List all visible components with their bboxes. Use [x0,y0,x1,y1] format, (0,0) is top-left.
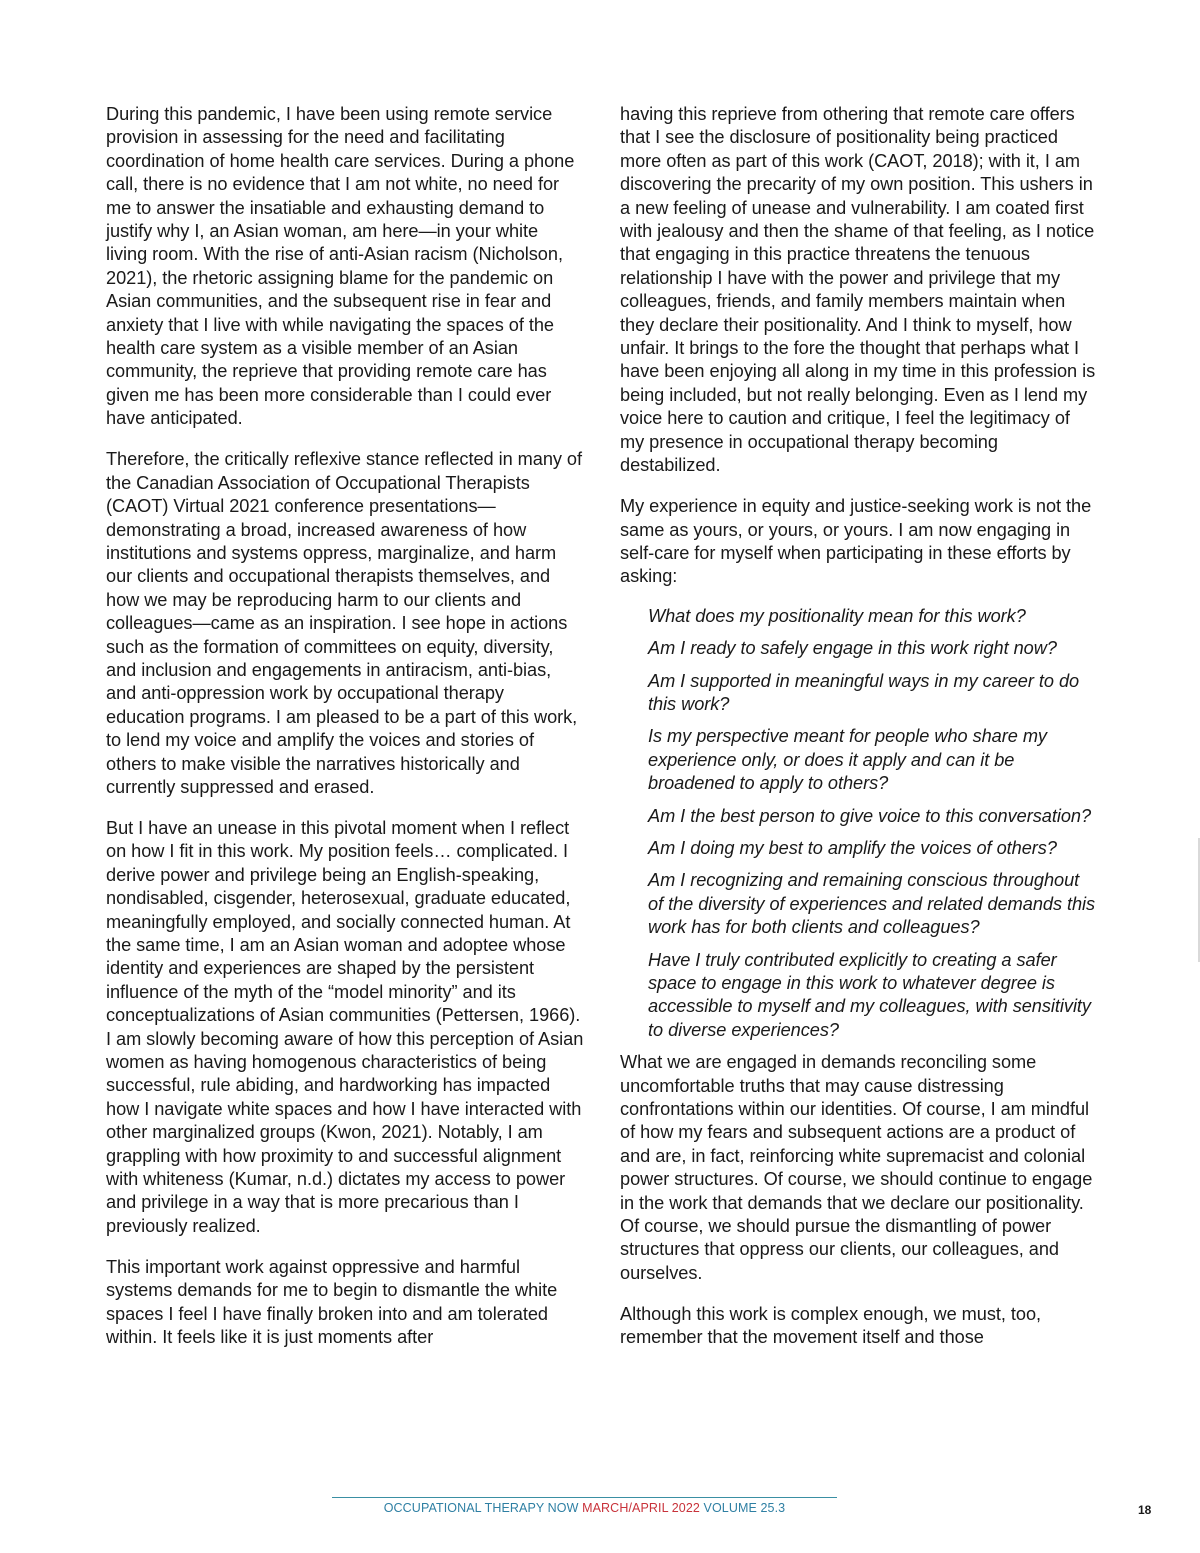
body-paragraph: Although this work is complex enough, we must, too, remember that the movement itself and those [620,1303,1042,1348]
reflection-question: Is my perspective meant for people who share my experience only, or does it apply and can it be broadened to apply to others? [648,726,1047,794]
body-paragraph: But I have an unease in this pivotal moment when I reflect on how I fit in this work. My position feels… complicated. I derive power and privilege being an English-speaking, nondisabled, cisgender, heterosexual, graduate educated, meaningfully employed, and socially connected human. At the same time, I am an Asian woman and adoptee whose identity and experiences are shaped by the persistent influence of the myth of the “model minority” and its conceptualizations of Asian communities (Pettersen, 1966). I am slowly becoming aware of how this perception of Asian women as having homogenous characteristics of being successful, rule abiding, and hardworking has impacted how I navigate white spaces and how I have interacted with other marginalized groups (Kwon, 2021). Notably, I am grappling with how proximity to and successful alignment with whiteness (Kumar, n.d.) dictates my access to power and privilege in a way that is more precarious than I previously realized. [106,817,584,1236]
body-paragraph: Therefore, the critically reflexive stance reflected in many of the Canadian Association of Occupational Therapists (CAOT) Virtual 2021 conference presentations—demonstrating a broad, increased awareness of how institutions and systems oppress, marginalize, and harm our clients and occupational therapists themselves, and how we may be reproducing harm to our clients and colleagues—came as an inspiration. I see hope in actions such as the formation of committees on equity, diversity, and inclusion and engagements in antiracism, anti-bias, and anti-oppression work by occupational therapy education programs. I am pleased to be a part of this work, to lend my voice and amplify the voices and stories of others to make visible the narratives historically and currently suppressed and erased. [106,449,582,797]
body-paragraph: having this reprieve from othering that remote care offers that I see the disclosure of positionality being practiced more often as part of this work (CAOT, 2018); with it, I am discovering the precarity of my own position. This ushers in a new feeling of unease and vulnerability. I am coated first with jealousy and then the shame of that feeling, as I notice that engaging in this practice threatens the tenuous relationship I have with the power and privilege that my colleagues, friends, and family members maintain when they declare their positionality. And I think to myself, how unfair. It brings to the fore the thought that perhaps what I have been enjoying all along in my time in this profession is being included, but not really belonging. Even as I lend my voice here to caution and critique, I feel the legitimacy of my presence in occupational therapy becoming destabilized. [620,104,1096,476]
reflection-question: Am I ready to safely engage in this work right now? [648,638,1057,659]
footer-rule [332,1497,837,1498]
footer-journal-name: OCCUPATIONAL THERAPY NOW [383,1501,579,1515]
reflection-question: Am I the best person to give voice to this conversation? [648,805,1092,826]
footer-issue-date: MARCH/APRIL 2022 [582,1501,700,1515]
footer-running-head [332,1501,837,1515]
body-paragraph: What we are engaged in demands reconciling some uncomfortable truths that may cause distressing confrontations within our identities. Of course, I am mindful of how my fears and subsequent actions are a product of and are, in fact, reinforcing white supremacist and colonial power structures. Of course, we should continue to engage in the work that demands that we declare our positionality. Of course, we should pursue the dismantling of power structures that oppress our clients, our colleagues, and ourselves. [620,1052,1093,1283]
reflection-question: Am I supported in meaningful ways in my career to do this work? [648,670,1080,714]
reflection-question: Am I recognizing and remaining conscious throughout of the diversity of experiences and related demands this work has for both clients and colleagues? [648,870,1096,938]
left-column [106,103,584,1350]
right-column [620,103,1098,1350]
page-number: 18 [1138,1503,1152,1517]
reflection-question: Am I doing my best to amplify the voices of others? [648,837,1057,858]
reflection-question: Have I truly contributed explicitly to creating a safer space to engage in this work to whatever degree is accessible to myself and my colleagues, with sensitivity to diverse experiences? [648,949,1091,1040]
reflection-questions [648,605,1098,1043]
body-paragraph: My experience in equity and justice-seeking work is not the same as yours, or yours, or yours. I am now engaging in self-care for myself when participating in these efforts by asking: [620,496,1092,587]
footer-volume: VOLUME 25.3 [703,1501,786,1515]
reflection-question: What does my positionality mean for this work? [648,605,1026,626]
body-paragraph: This important work against oppressive and harmful systems demands for me to begin to dismantle the white spaces I feel I have finally broken into and am tolerated within. It feels like it is just moments after [106,1256,558,1348]
body-paragraph: During this pandemic, I have been using remote service provision in assessing for the need and facilitating coordination of home health care services. During a phone call, there is no evidence that I am not white, no need for me to answer the insatiable and exhausting demand to justify why I, an Asian woman, am here—in your white living room. With the rise of anti-Asian racism (Nicholson, 2021), the rhetoric assigning blame for the pandemic on Asian communities, and the subsequent rise in fear and anxiety that I live with while navigating the spaces of the health care system as a visible member of an Asian community, the reprieve that providing remote care has given me has been more considerable than I could ever have anticipated. [106,104,575,429]
